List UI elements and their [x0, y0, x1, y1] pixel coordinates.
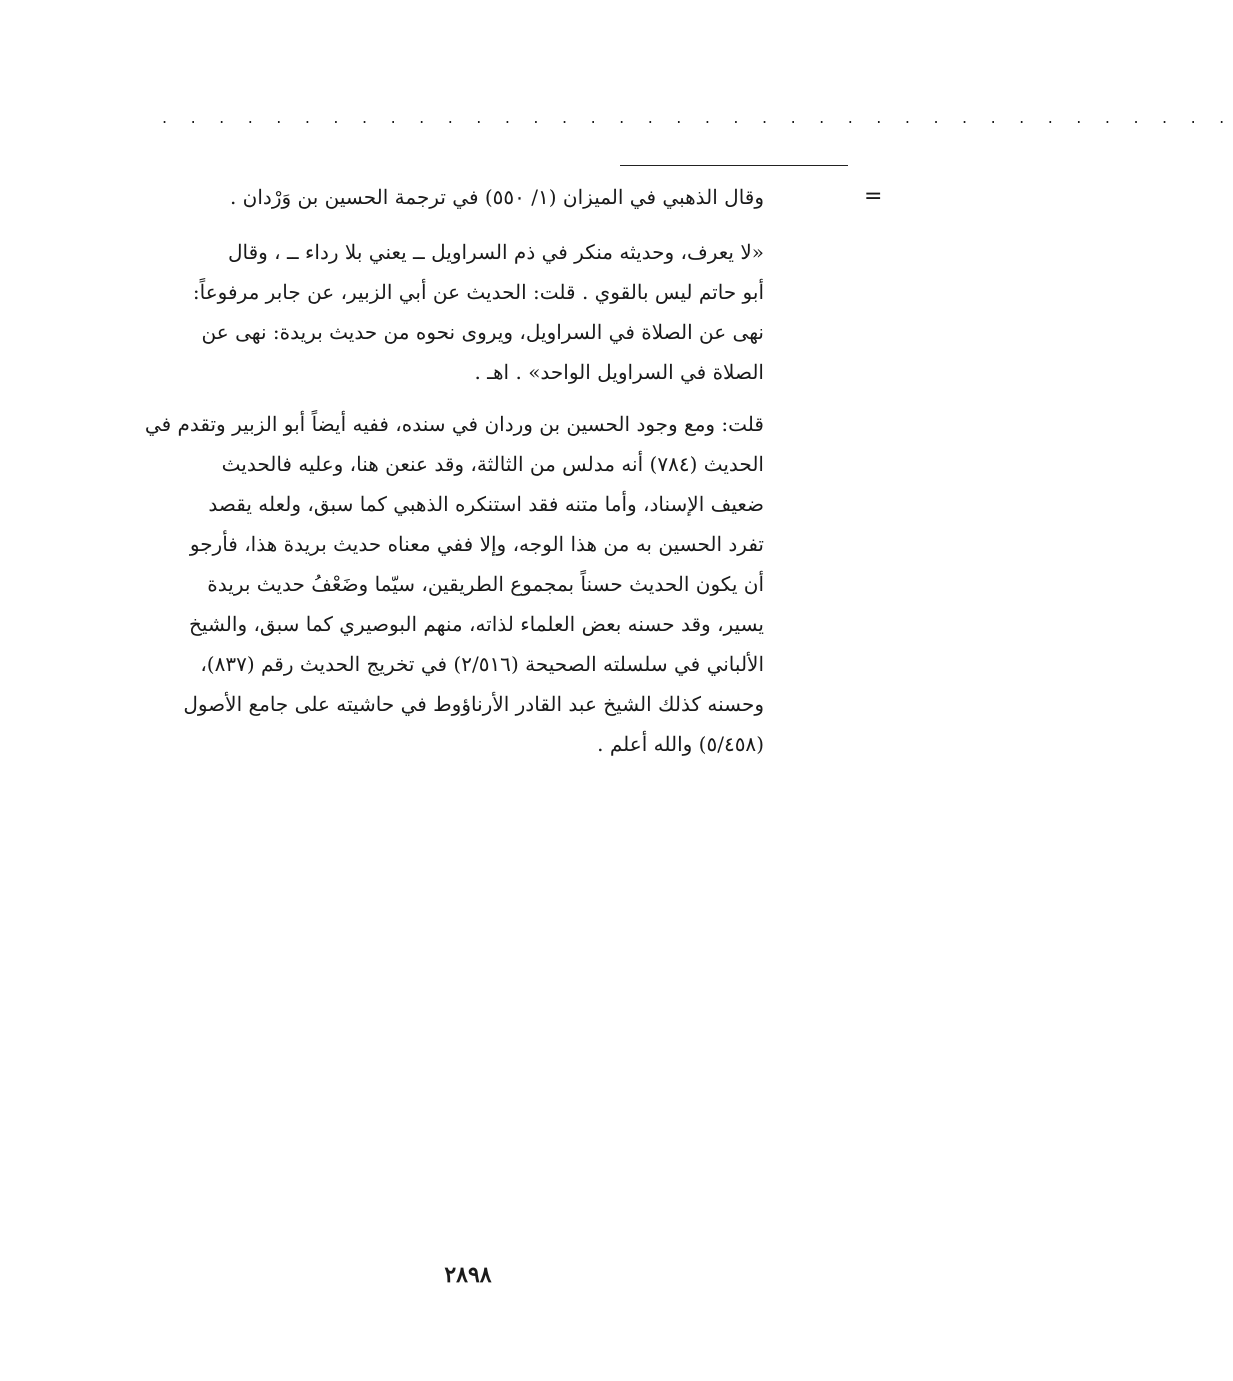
author-comment [140, 404, 764, 764]
comment-line: يسير، وقد حسنه بعض العلماء لذاته، منهم البوصيري كما سبق، والشيخ [189, 612, 764, 636]
comment-line: وحسنه كذلك الشيخ عبد القادر الأرناؤوط في حاشيته على جامع الأصول [183, 692, 764, 716]
continuation-mark: = [864, 184, 883, 209]
page-number: ٢٨٩٨ [444, 1262, 492, 1288]
quote-line: «لا يعرف، وحديثه منكر في ذم السراويل ــ يعني بلا رداء ــ ، وقال [227, 240, 764, 264]
dhahabi-quote [140, 232, 764, 392]
quote-line: الصلاة في السراويل الواحد» . اهـ . [474, 360, 764, 384]
footnote-intro-line: وقال الذهبي في الميزان (١/ ٥٥٠) في ترجمة الحسين بن وَرْدان . [229, 185, 764, 209]
section-separator-dots: . . . . . . . . . . . . . . . . . . . . . . . . . . . . . . . . . . . . . . [162, 108, 1233, 127]
comment-line: ضعيف الإسناد، وأما متنه فقد استنكره الذهبي كما سبق، ولعله يقصد [208, 492, 764, 516]
comment-line: أن يكون الحديث حسناً بمجموع الطريقين، سيّما وضَعْفُ حديث بريدة [207, 572, 764, 596]
comment-line: الحديث (٧٨٤) أنه مدلس من الثالثة، وقد عنعن هنا، وعليه فالحديث [221, 452, 764, 476]
comment-line: قلت: ومع وجود الحسين بن وردان في سنده، ففيه أيضاً أبو الزبير وتقدم في [144, 412, 764, 436]
footnote-intro [140, 177, 764, 217]
footnote-rule [620, 165, 848, 166]
quote-line: نهى عن الصلاة في السراويل، ويروى نحوه من حديث بريدة: نهى عن [201, 320, 764, 344]
comment-line: تفرد الحسين به من هذا الوجه، وإلا ففي معناه حديث بريدة هذا، فأرجو [189, 532, 764, 556]
quote-line: أبو حاتم ليس بالقوي . قلت: الحديث عن أبي الزبير، عن جابر مرفوعاً: [192, 280, 764, 304]
comment-line: (٥/٤٥٨) والله أعلم . [597, 732, 764, 756]
comment-line: الألباني في سلسلته الصحيحة (٢/٥١٦) في تخريج الحديث رقم (٨٣٧)، [200, 652, 764, 676]
